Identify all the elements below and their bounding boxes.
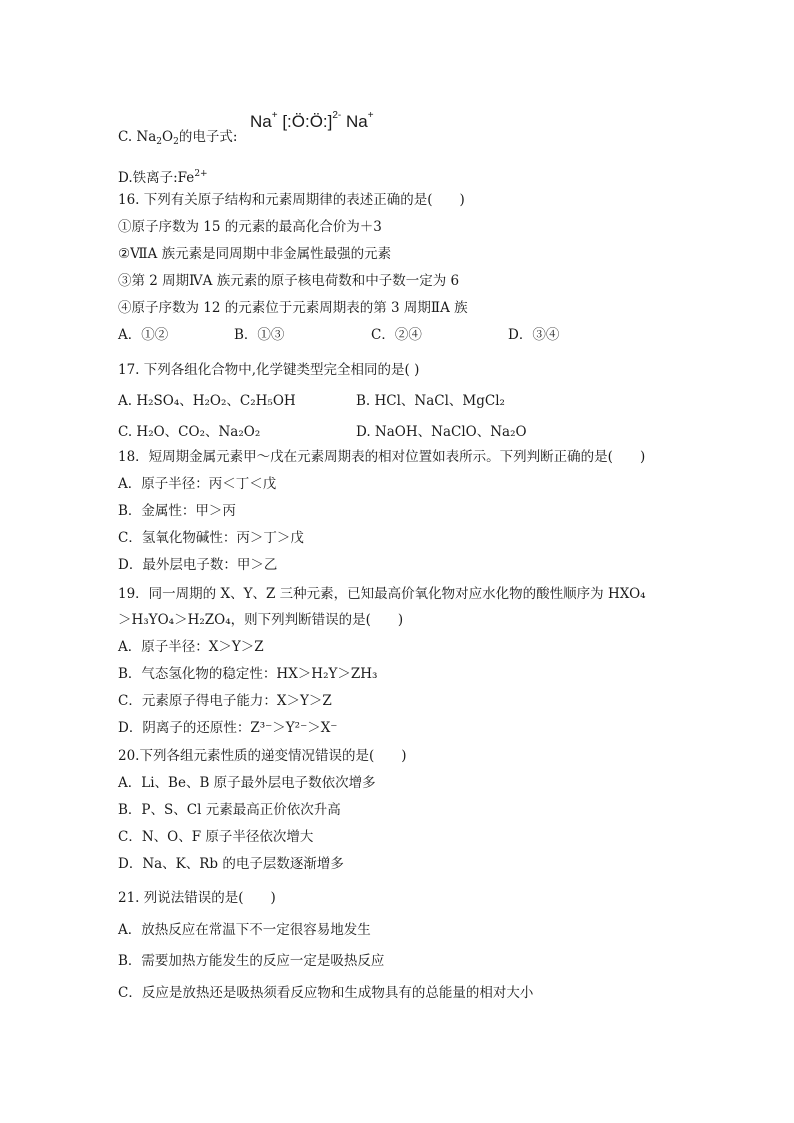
q18-stem: 18．短周期金属元素甲～戊在元素周期表的相对位置如表所示。下列判断正确的是( ) [118,449,646,465]
cation-2-charge: + [367,110,374,121]
q16-item-3: ③第 2 周期ⅣA 族元素的原子核电荷数和中子数一定为 6 [118,273,460,289]
q20-stem: 20.下列各组元素性质的递变情况错误的是( ) [118,748,407,764]
q17-option-a: A. H₂SO₄、H₂O₂、C₂H₅OH [118,393,296,409]
q21-stem: 21. 列说法错误的是( ) [118,890,276,906]
q21-option-c: C．反应是放热还是吸热须看反应物和生成物具有的总能量的相对大小 [118,985,534,1001]
q16-item-4: ④原子序数为 12 的元素位于元素周期表的第 3 周期ⅡA 族 [118,300,468,316]
anion-charge: 2- [332,110,342,121]
q20-option-c: C．N、O、F 原子半径依次增大 [118,829,314,845]
q17-option-b: B. HCl、NaCl、MgCl₂ [356,393,505,409]
q21-option-a: A．放热反应在常温下不一定很容易地发生 [118,922,371,938]
q18-option-d: D．最外层电子数：甲＞乙 [118,557,278,573]
q19-stem-line-1: 19．同一周期的 X、Y、Z 三种元素，已知最高价氧化物对应水化物的酸性顺序为 HXO₄ [118,586,646,602]
item-d-fe [118,165,208,187]
item-c-na2o2 [118,128,237,151]
q20-option-b: B．P、S、Cl 元素最高正价依次升高 [118,802,341,818]
q16-option-d: D．③④ [508,327,560,343]
q16-item-1: ①原子序数为 15 的元素的最高化合价为＋3 [118,219,382,235]
cation-2: Na [346,112,368,131]
item-c-mid: O [162,129,174,145]
q20-option-a: A．Li、Be、B 原子最外层电子数依次增多 [118,775,376,791]
q16-option-c: C．②④ [371,327,422,343]
item-c-sub2: 2 [173,137,179,147]
q19-stem-line-2: ＞H₃YO₄＞H₂ZO₄，则下列判断错误的是( ) [118,612,404,628]
item-d-text: D.铁离子:Fe [118,170,195,186]
q19-option-c: C．元素原子得电子能力：X＞Y＞Z [118,693,332,709]
item-c-prefix: C. Na [118,129,157,145]
q20-option-d: D．Na、K、Rb 的电子层数逐渐增多 [118,856,344,872]
q17-option-d: D. NaOH、NaClO、Na₂O [356,424,527,440]
q17-stem: 17. 下列各组化合物中,化学键类型完全相同的是( ) [118,362,420,378]
q21-option-b: B．需要加热方能发生的反应一定是吸热反应 [118,953,385,969]
q16-option-a: A．①② [118,327,169,343]
cation-1-charge: + [271,110,278,121]
q19-option-d: D．阴离子的还原性：Z³⁻＞Y²⁻＞X⁻ [118,720,338,736]
q18-option-c: C．氢氧化物碱性：丙＞丁＞戊 [118,530,304,546]
electron-formula [250,110,374,132]
item-c-suffix: 的电子式: [178,129,238,145]
q17-option-c: C. H₂O、CO₂、Na₂O₂ [118,424,261,440]
q18-option-b: B．金属性：甲＞丙 [118,503,236,519]
q18-option-a: A．原子半径：丙＜丁＜戊 [118,476,277,492]
peroxide-anion: [:Ö:Ö:] [282,112,333,131]
q16-item-2: ②ⅦA 族元素是同周期中非金属性最强的元素 [118,246,392,262]
cation-1: Na [250,112,272,131]
q19-option-b: B．气态氢化物的稳定性：HX＞H₂Y＞ZH₃ [118,666,378,682]
q16-option-b: B．①③ [234,327,285,343]
q16-stem: 16. 下列有关原子结构和元素周期律的表述正确的是( ) [118,192,465,208]
q19-option-a: A．原子半径：X＞Y＞Z [118,639,264,655]
item-d-sup: 2+ [194,169,208,179]
item-c-sub: 2 [156,137,163,147]
